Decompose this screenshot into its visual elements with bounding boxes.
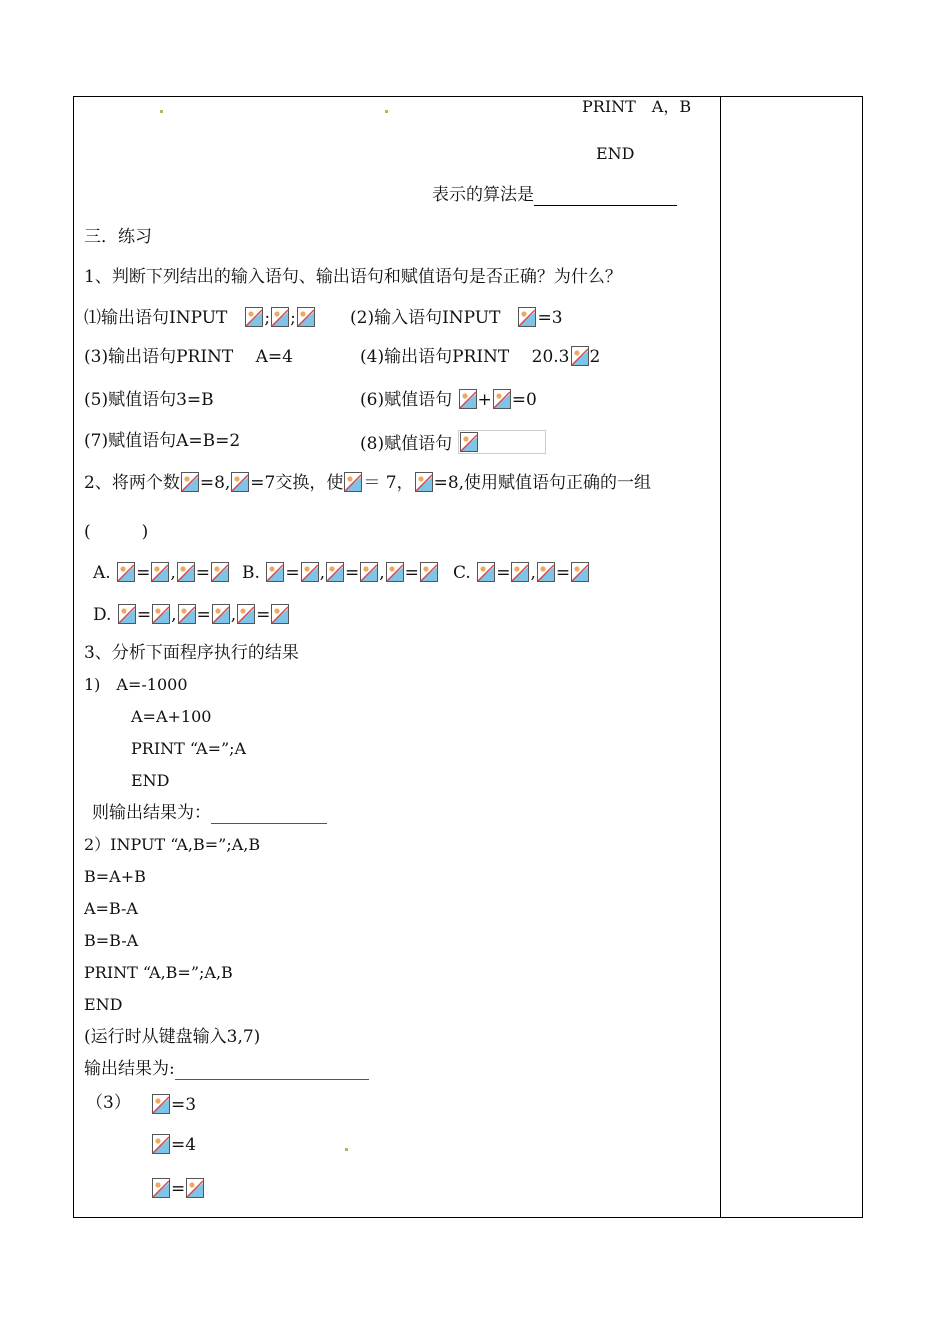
program-2-result: 输出结果为: bbox=[84, 1058, 369, 1080]
broken-image-icon bbox=[301, 562, 319, 582]
broken-image-icon bbox=[212, 604, 230, 624]
algorithm-label: 表示的算法是 bbox=[432, 184, 677, 206]
broken-image-icon bbox=[344, 472, 362, 492]
broken-image-icon bbox=[326, 562, 344, 582]
program-3-line-1: =3 bbox=[151, 1094, 196, 1116]
broken-image-icon bbox=[152, 1134, 170, 1154]
q2-answer-paren: ( ) bbox=[84, 522, 149, 542]
broken-image-icon bbox=[152, 604, 170, 624]
broken-image-icon bbox=[460, 432, 478, 452]
broken-image-icon bbox=[245, 307, 263, 327]
broken-image-icon bbox=[178, 604, 196, 624]
program-1-line-1: 1) A=-1000 bbox=[84, 675, 188, 694]
program-1-line-3: PRINT “A=”;A bbox=[131, 739, 247, 758]
broken-image-icon bbox=[511, 562, 529, 582]
broken-image-icon bbox=[118, 604, 136, 624]
q2-option-a: A. = , = bbox=[93, 562, 230, 584]
program-2-line-5: PRINT “A,B=”;A,B bbox=[84, 963, 233, 982]
program-3-line-2: =4 bbox=[151, 1134, 196, 1156]
column-divider bbox=[720, 96, 721, 1218]
broken-image-icon bbox=[420, 562, 438, 582]
program-2-line-2: B=A+B bbox=[84, 867, 146, 886]
broken-image-icon bbox=[271, 307, 289, 327]
program-2-line-1: 2）INPUT “A,B=”;A,B bbox=[84, 835, 261, 854]
q3-stem: 3、分析下面程序执行的结果 bbox=[84, 643, 299, 663]
program-1-result: 则输出结果为： bbox=[92, 802, 327, 824]
broken-image-icon bbox=[571, 562, 589, 582]
broken-image-icon bbox=[477, 562, 495, 582]
program-3-line-3: = bbox=[151, 1178, 205, 1200]
program-2-line-3: A=B-A bbox=[84, 899, 138, 918]
broken-image-icon bbox=[186, 1178, 204, 1198]
print-line: PRINT A，B bbox=[582, 97, 692, 116]
q1-item-3: (3)输出语句PRINT A=4 bbox=[84, 347, 293, 367]
broken-image-icon bbox=[271, 604, 289, 624]
q1-item-7: (7)赋值语句A=B=2 bbox=[84, 431, 241, 451]
broken-image-icon bbox=[152, 1094, 170, 1114]
broken-image-icon bbox=[537, 562, 555, 582]
program-2-note: (运行时从键盘输入3,7) bbox=[84, 1027, 261, 1047]
broken-image-icon bbox=[571, 346, 589, 366]
broken-image-icon bbox=[493, 389, 511, 409]
broken-image-icon bbox=[518, 307, 536, 327]
q2-option-b: B. = , = , = bbox=[242, 562, 439, 584]
program-1-line-4: END bbox=[131, 771, 170, 790]
broken-image-icon bbox=[117, 562, 135, 582]
broken-image-icon bbox=[231, 472, 249, 492]
broken-image-icon bbox=[177, 562, 195, 582]
broken-image-icon bbox=[211, 562, 229, 582]
q1-item-5: (5)赋值语句3=B bbox=[84, 390, 214, 410]
q1-item-4: (4)输出语句PRINT 20.3 2 bbox=[360, 347, 601, 367]
broken-image-icon bbox=[360, 562, 378, 582]
broken-image-icon bbox=[459, 389, 477, 409]
q2-stem: 2、将两个数 =8, =7交换，使 ＝ 7， =8,使用赋值语句正确的一组 bbox=[84, 473, 652, 493]
q1-stem: 1、判断下列结出的输入语句、输出语句和赋值语句是否正确？为什么？ bbox=[84, 267, 622, 287]
program-2-line-6: END bbox=[84, 995, 123, 1014]
broken-image-icon bbox=[181, 472, 199, 492]
program-1-line-2: A=A+100 bbox=[131, 707, 212, 726]
broken-image-icon bbox=[151, 562, 169, 582]
broken-image-icon bbox=[386, 562, 404, 582]
q2-option-c: C. = , = bbox=[453, 562, 590, 584]
section-heading: 三．练习 bbox=[84, 227, 152, 247]
answer-blank bbox=[211, 806, 327, 824]
stray-dot bbox=[385, 110, 388, 113]
broken-image-icon bbox=[152, 1178, 170, 1198]
broken-image-icon bbox=[297, 307, 315, 327]
answer-blank bbox=[534, 187, 677, 206]
program-2-line-4: B=B-A bbox=[84, 931, 139, 950]
q1-item-2: (2)输入语句INPUT =3 bbox=[350, 308, 563, 328]
stray-dot bbox=[160, 110, 163, 113]
answer-blank bbox=[175, 1062, 369, 1080]
end-line: END bbox=[596, 144, 635, 163]
q1-item-8: (8)赋值语句 bbox=[360, 430, 546, 455]
broken-image-icon bbox=[266, 562, 284, 582]
broken-image-icon bbox=[415, 472, 433, 492]
q1-item-1: ⑴输出语句INPUT ; ; bbox=[84, 307, 316, 329]
image-frame bbox=[458, 430, 546, 454]
stray-dot bbox=[345, 1148, 348, 1151]
q2-option-d: D. = , = , = bbox=[93, 604, 290, 626]
program-3-number: （3） bbox=[86, 1093, 131, 1113]
broken-image-icon bbox=[237, 604, 255, 624]
q1-item-6: (6)赋值语句 + =0 bbox=[360, 390, 537, 410]
